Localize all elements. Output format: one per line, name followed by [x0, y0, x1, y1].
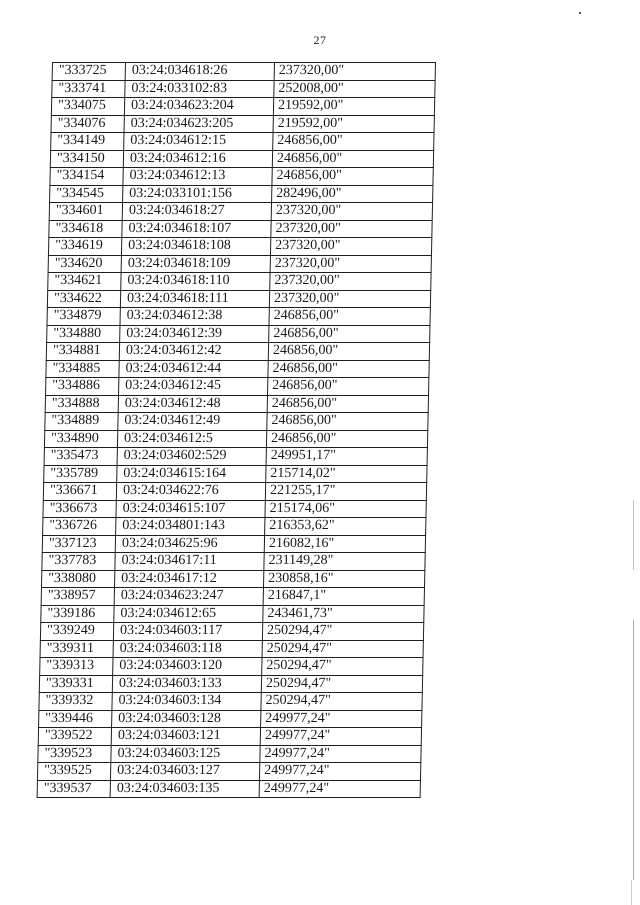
cadastral-value-cell: 219592,00": [273, 98, 434, 116]
cadastral-number-cell: 03:24:034618:110: [121, 273, 270, 291]
table-row: [48, 273, 431, 291]
cadastral-number-cell: 03:24:034618:109: [121, 255, 270, 273]
cadastral-value-cell: 246856,00": [273, 133, 434, 151]
cadastral-number-cell: 03:24:034603:117: [113, 623, 262, 641]
cadastral-number-cell: 03:24:034612:42: [119, 343, 268, 361]
cadastral-number-cell: 03:24:034612:45: [119, 378, 268, 396]
cadastral-value-cell: 250294,47": [262, 658, 423, 676]
cadastral-number-cell: 03:24:034612:44: [119, 360, 268, 378]
cadastral-number-cell: 03:24:034603:127: [110, 763, 259, 781]
cadastral-value-cell: 246856,00": [268, 378, 429, 396]
table-row: [44, 465, 427, 483]
cadastral-value-cell: 216847,1": [263, 588, 424, 606]
record-number-cell: "334601: [49, 203, 122, 221]
page-number: 27: [313, 33, 327, 47]
table-row: [37, 763, 420, 781]
table-row: [51, 115, 434, 133]
cadastral-number-cell: 03:24:034612:5: [117, 430, 266, 448]
records-table-container: [37, 62, 436, 798]
cadastral-value-cell: 246856,00": [272, 168, 433, 186]
cadastral-number-cell: 03:24:034612:16: [123, 150, 272, 168]
record-number-cell: "334880: [47, 325, 120, 343]
table-row: [48, 255, 431, 273]
cadastral-number-cell: 03:24:034603:134: [112, 693, 261, 711]
record-number-cell: "336671: [43, 483, 116, 501]
record-number-cell: "334622: [47, 290, 120, 308]
record-number-cell: "335789: [44, 465, 117, 483]
cadastral-value-cell: 246856,00": [267, 395, 428, 413]
cadastral-number-cell: 03:24:034603:120: [113, 658, 262, 676]
record-number-cell: "339313: [40, 658, 113, 676]
scan-speck: [579, 12, 581, 14]
cadastral-value-cell: 237320,00": [270, 255, 431, 273]
table-row: [43, 483, 426, 501]
cadastral-value-cell: 246856,00": [268, 343, 429, 361]
record-number-cell: "335473: [44, 448, 117, 466]
cadastral-number-cell: 03:24:034618:107: [122, 220, 271, 238]
table-row: [44, 448, 427, 466]
cadastral-value-cell: 246856,00": [266, 430, 427, 448]
records-table-body: [37, 63, 435, 798]
record-number-cell: "334889: [45, 413, 118, 431]
cadastral-number-cell: 03:24:034612:65: [114, 605, 263, 623]
cadastral-value-cell: 237320,00": [269, 290, 430, 308]
table-row: [47, 290, 430, 308]
table-row: [44, 430, 427, 448]
table-row: [45, 413, 428, 431]
cadastral-value-cell: 246856,00": [272, 150, 433, 168]
cadastral-value-cell: 249977,24": [260, 745, 421, 763]
table-row: [39, 693, 422, 711]
record-number-cell: "334890: [44, 430, 117, 448]
record-number-cell: "334154: [50, 168, 123, 186]
cadastral-value-cell: 246856,00": [269, 308, 430, 326]
record-number-cell: "334620: [48, 255, 121, 273]
record-number-cell: "334618: [49, 220, 122, 238]
record-number-cell: "334621: [48, 273, 121, 291]
cadastral-value-cell: 246856,00": [267, 413, 428, 431]
record-number-cell: "334545: [50, 185, 123, 203]
record-number-cell: "334076: [51, 115, 124, 133]
cadastral-value-cell: 237320,00": [271, 203, 432, 221]
cadastral-value-cell: 243461,73": [263, 605, 424, 623]
cadastral-value-cell: 246856,00": [269, 325, 430, 343]
scan-edge-mark: [633, 620, 634, 880]
record-number-cell: "339537: [37, 780, 110, 798]
cadastral-value-cell: 216082,16": [264, 535, 425, 553]
table-row: [40, 640, 423, 658]
cadastral-value-cell: 250294,47": [261, 675, 422, 693]
cadastral-number-cell: 03:24:034603:133: [112, 675, 261, 693]
record-number-cell: "339523: [38, 745, 111, 763]
table-row: [38, 728, 421, 746]
cadastral-number-cell: 03:24:034615:164: [117, 465, 266, 483]
cadastral-number-cell: 03:24:034618:26: [125, 63, 274, 81]
cadastral-number-cell: 03:24:033101:156: [123, 185, 272, 203]
cadastral-number-cell: 03:24:034618:108: [121, 238, 270, 256]
cadastral-number-cell: 03:24:034612:13: [123, 168, 272, 186]
table-row: [47, 308, 430, 326]
record-number-cell: "339446: [39, 710, 112, 728]
table-row: [41, 605, 424, 623]
table-row: [38, 745, 421, 763]
record-number-cell: "339331: [39, 675, 112, 693]
scan-edge-mark: [633, 500, 634, 570]
record-number-cell: "339311: [40, 640, 113, 658]
cadastral-number-cell: 03:24:034623:204: [124, 98, 273, 116]
cadastral-number-cell: 03:24:034603:118: [113, 640, 262, 658]
record-number-cell: "334888: [45, 395, 118, 413]
cadastral-number-cell: 03:24:034603:125: [111, 745, 260, 763]
record-number-cell: "334886: [46, 378, 119, 396]
record-number-cell: "334619: [48, 238, 121, 256]
table-row: [51, 98, 434, 116]
cadastral-number-cell: 03:24:034625:96: [115, 535, 264, 553]
record-number-cell: "334149: [51, 133, 124, 151]
cadastral-number-cell: 03:24:034617:12: [114, 570, 263, 588]
cadastral-value-cell: 237320,00": [271, 220, 432, 238]
record-number-cell: "337783: [42, 553, 115, 571]
cadastral-value-cell: 250294,47": [262, 640, 423, 658]
table-row: [42, 553, 425, 571]
cadastral-value-cell: 250294,47": [261, 693, 422, 711]
cadastral-value-cell: 215174,06": [265, 500, 426, 518]
cadastral-value-cell: 250294,47": [262, 623, 423, 641]
record-number-cell: "336673: [43, 500, 116, 518]
cadastral-value-cell: 237320,00": [270, 238, 431, 256]
cadastral-number-cell: 03:24:034602:529: [117, 448, 266, 466]
cadastral-value-cell: 249977,24": [259, 763, 420, 781]
table-row: [43, 518, 426, 536]
record-number-cell: "336726: [43, 518, 116, 536]
table-row: [39, 710, 422, 728]
cadastral-value-cell: 246856,00": [268, 360, 429, 378]
table-row: [39, 675, 422, 693]
cadastral-number-cell: 03:24:034612:48: [118, 395, 267, 413]
cadastral-value-cell: 231149,28": [264, 553, 425, 571]
cadastral-number-cell: 03:24:034618:27: [122, 203, 271, 221]
table-row: [42, 535, 425, 553]
table-row: [49, 203, 432, 221]
cadastral-number-cell: 03:24:034615:107: [116, 500, 265, 518]
cadastral-number-cell: 03:24:034603:128: [112, 710, 261, 728]
record-number-cell: "334885: [46, 360, 119, 378]
table-row: [46, 360, 429, 378]
cadastral-number-cell: 03:24:034612:38: [120, 308, 269, 326]
record-number-cell: "334879: [47, 308, 120, 326]
record-number-cell: "333741: [52, 80, 125, 98]
cadastral-value-cell: 249977,24": [259, 780, 420, 798]
records-table: [37, 62, 436, 798]
table-row: [52, 80, 435, 98]
table-row: [50, 185, 433, 203]
record-number-cell: "339186: [41, 605, 114, 623]
record-number-cell: "339522: [38, 728, 111, 746]
cadastral-number-cell: 03:24:034617:11: [115, 553, 264, 571]
cadastral-value-cell: 249977,24": [260, 728, 421, 746]
record-number-cell: "339332: [39, 693, 112, 711]
cadastral-value-cell: 237320,00": [270, 273, 431, 291]
record-number-cell: "338080: [41, 570, 114, 588]
cadastral-number-cell: 03:24:034801:143: [116, 518, 265, 536]
cadastral-number-cell: 03:24:034603:121: [111, 728, 260, 746]
cadastral-number-cell: 03:24:034612:15: [124, 133, 273, 151]
table-row: [41, 588, 424, 606]
cadastral-number-cell: 03:24:034612:39: [120, 325, 269, 343]
cadastral-number-cell: 03:24:034618:111: [120, 290, 269, 308]
table-row: [43, 500, 426, 518]
cadastral-value-cell: 249977,24": [261, 710, 422, 728]
table-row: [46, 378, 429, 396]
record-number-cell: "339249: [40, 623, 113, 641]
record-number-cell: "339525: [37, 763, 110, 781]
cadastral-value-cell: 219592,00": [273, 115, 434, 133]
cadastral-value-cell: 249951,17": [266, 448, 427, 466]
table-row: [50, 150, 433, 168]
table-row: [48, 238, 431, 256]
scan-edge-mark: [631, 880, 632, 905]
record-number-cell: "338957: [41, 588, 114, 606]
record-number-cell: "337123: [42, 535, 115, 553]
record-number-cell: "334150: [50, 150, 123, 168]
cadastral-value-cell: 230858,16": [263, 570, 424, 588]
table-row: [47, 325, 430, 343]
table-row: [40, 658, 423, 676]
table-row: [37, 780, 420, 798]
table-row: [45, 395, 428, 413]
table-row: [46, 343, 429, 361]
record-number-cell: "333725: [52, 63, 125, 81]
cadastral-number-cell: 03:24:034622:76: [116, 483, 265, 501]
table-row: [51, 133, 434, 151]
cadastral-value-cell: 215714,02": [266, 465, 427, 483]
table-row: [49, 220, 432, 238]
table-row: [50, 168, 433, 186]
cadastral-value-cell: 282496,00": [272, 185, 433, 203]
cadastral-number-cell: 03:24:033102:83: [125, 80, 274, 98]
cadastral-number-cell: 03:24:034623:247: [114, 588, 263, 606]
cadastral-number-cell: 03:24:034612:49: [118, 413, 267, 431]
cadastral-number-cell: 03:24:034603:135: [110, 780, 259, 798]
record-number-cell: "334881: [46, 343, 119, 361]
cadastral-value-cell: 237320,00": [274, 63, 435, 81]
cadastral-value-cell: 252008,00": [274, 80, 435, 98]
table-row: [52, 63, 435, 81]
cadastral-value-cell: 221255,17": [265, 483, 426, 501]
table-row: [41, 570, 424, 588]
cadastral-value-cell: 216353,62": [265, 518, 426, 536]
record-number-cell: "334075: [51, 98, 124, 116]
table-row: [40, 623, 423, 641]
cadastral-number-cell: 03:24:034623:205: [124, 115, 273, 133]
